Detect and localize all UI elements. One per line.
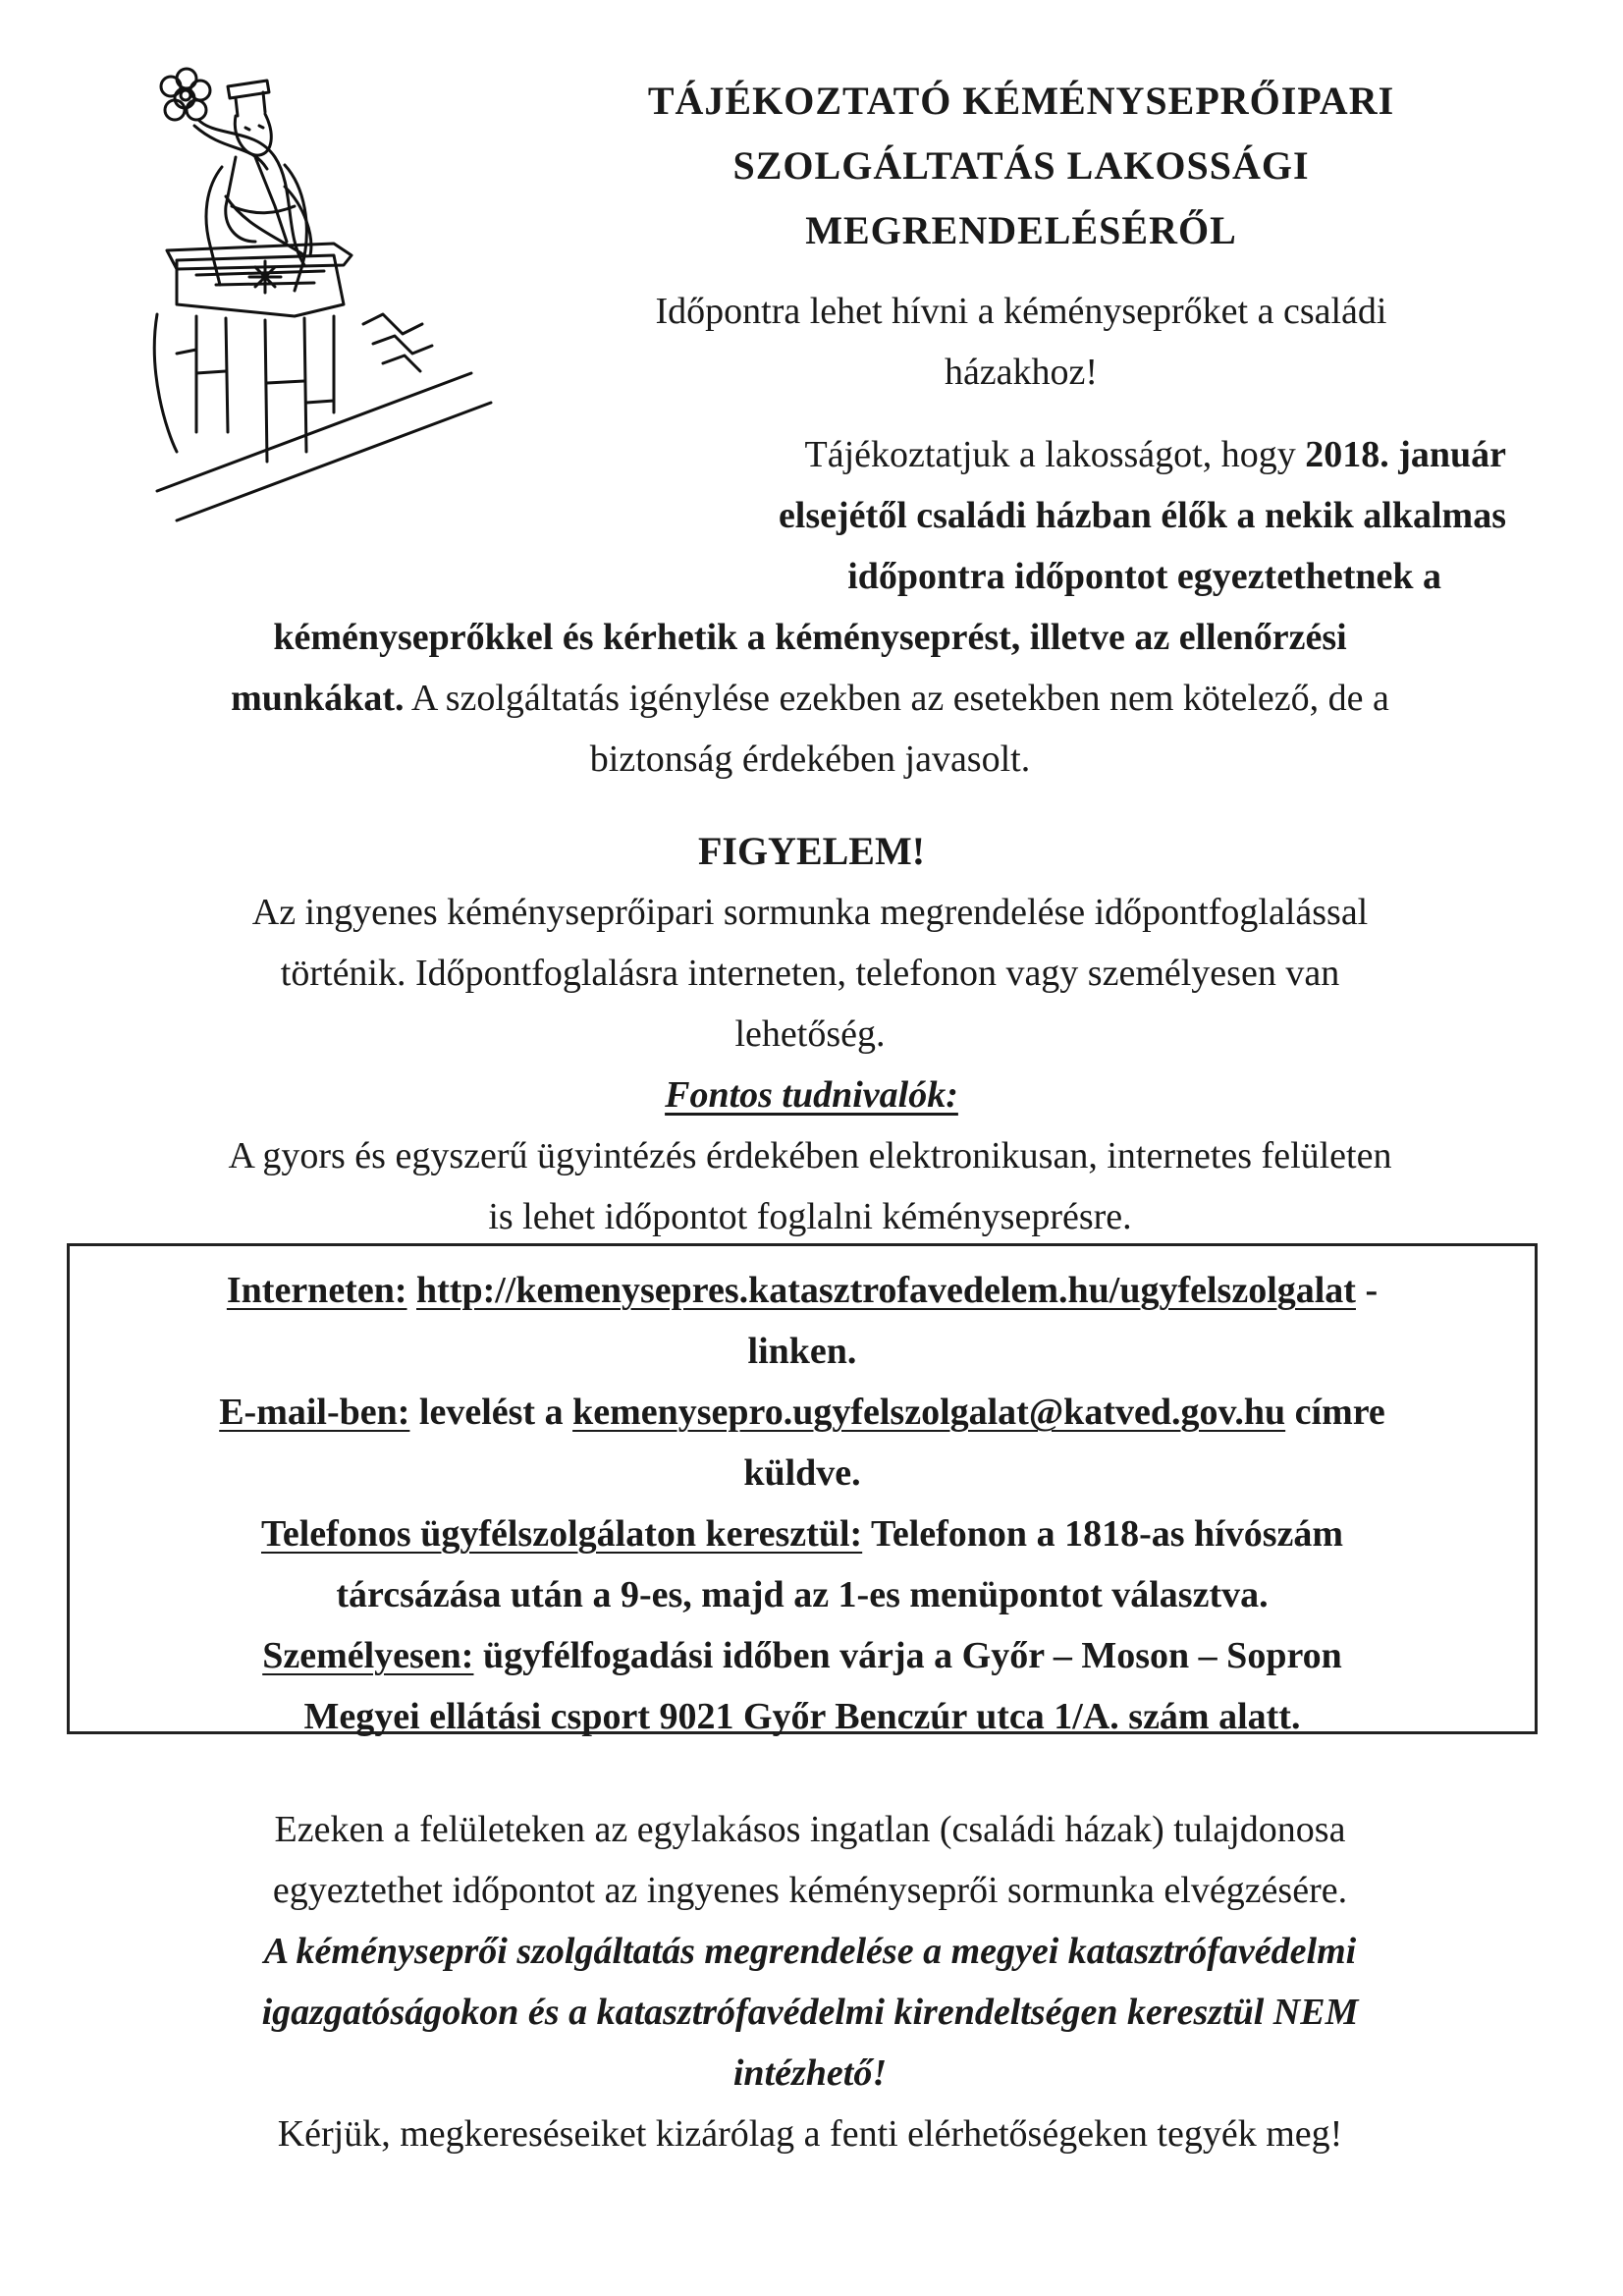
person-label: Személyesen:	[262, 1635, 474, 1676]
title-line-2: SZOLGÁLTATÁS LAKOSSÁGI	[732, 143, 1310, 188]
closing-line-3: A kéményseprői szolgáltatás megrendelése a megyei katasztrófavédelmi	[263, 1931, 1357, 1972]
internet-label: Interneten:	[226, 1270, 407, 1311]
notice-line-5: munkákat. A szolgáltatás igénylése ezekben az esetekben nem kötelező, de a	[231, 678, 1389, 719]
contact-email-line: E-mail-ben: levelést a kemenysepro.ugyfelszolgalat@katved.gov.hu címre	[219, 1392, 1385, 1433]
contact-internet-line-2: linken.	[747, 1331, 857, 1372]
contact-internet-line: Interneten: http://kemenysepres.katasztrofavedelem.hu/ugyfelszolgalat -	[226, 1270, 1379, 1311]
intro-line-2: házakhoz!	[944, 352, 1099, 393]
title-line-3: MEGRENDELÉSÉRŐL	[805, 208, 1237, 252]
phone-label: Telefonos ügyfélszolgálaton keresztül:	[260, 1513, 863, 1555]
attention-paragraph	[79, 882, 1542, 1065]
attention-heading: FIGYELEM!	[697, 829, 926, 873]
closing-line-2: egyeztethet időpontot az ingyenes kéményseprői sormunka elvégzésére.	[272, 1870, 1348, 1911]
important-line-1: A gyors és egyszerű ügyintézés érdekében elektronikusan, internetes felületen	[228, 1135, 1392, 1176]
contact-person-line-2: Megyei ellátási csport 9021 Győr Benczúr utca 1/A. szám alatt.	[303, 1696, 1301, 1737]
notice-line-1: Tájékoztatjuk a lakosságot, hogy 2018. január	[804, 434, 1506, 475]
intro-paragraph	[589, 281, 1453, 403]
closing-line-5: intézhető!	[732, 2052, 888, 2094]
document-title	[589, 69, 1453, 263]
title-line-1: TÁJÉKOZTATÓ KÉMÉNYSEPRŐIPARI	[647, 79, 1395, 123]
closing-paragraph	[79, 1799, 1542, 2164]
contact-phone-line: Telefonos ügyfélszolgálaton keresztül: Telefonon a 1818-as hívószám	[260, 1513, 1344, 1555]
email-link[interactable]: kemenysepro.ugyfelszolgalat@katved.gov.hu	[572, 1392, 1286, 1433]
attention-line-2: történik. Időpontfoglalásra interneten, telefonon vagy személyesen van	[280, 953, 1340, 994]
important-paragraph	[79, 1125, 1542, 1247]
intro-line-1: Időpontra lehet hívni a kéményseprőket a családi	[655, 291, 1387, 332]
notice-line-2: elsejétől családi házban élők a nekik alkalmas	[778, 495, 1506, 536]
closing-line-1: Ezeken a felületeken az egylakásos ingatlan (családi házak) tulajdonosa	[274, 1809, 1346, 1850]
contact-email-line-2: küldve.	[743, 1452, 861, 1494]
contact-phone-line-2: tárcsázása után a 9-es, majd az 1-es menüpontot választva.	[336, 1574, 1269, 1615]
closing-line-6: Kérjük, megkereséseiket kizárólag a fenti elérhetőségeken tegyék meg!	[277, 2113, 1343, 2155]
flower-icon	[161, 69, 210, 120]
important-line-2: is lehet időpontot foglalni kéményseprésre.	[488, 1196, 1132, 1237]
internet-link[interactable]: http://kemenysepres.katasztrofavedelem.hu/ugyfelszolgalat	[416, 1270, 1356, 1311]
notice-paragraph	[79, 424, 1542, 790]
notice-line-6: biztonság érdekében javasolt.	[589, 738, 1031, 780]
closing-line-4: igazgatóságokon és a katasztrófavédelmi kirendeltségen keresztül NEM	[261, 1992, 1359, 2033]
attention-line-3: lehetőség.	[734, 1013, 886, 1055]
email-label: E-mail-ben:	[219, 1392, 410, 1433]
notice-line-3: időpontra időpontot egyeztethetnek a	[847, 556, 1441, 597]
important-heading: Fontos tudnivalók:	[665, 1074, 958, 1116]
notice-line-4: kéményseprőkkel és kérhetik a kéményseprést, illetve az ellenőrzési	[273, 617, 1347, 658]
attention-line-1: Az ingyenes kéményseprőipari sormunka megrendelése időpontfoglalással	[251, 892, 1369, 933]
contact-person-line: Személyesen: ügyfélfogadási időben várja a Győr – Moson – Sopron	[262, 1635, 1342, 1676]
contact-box	[67, 1243, 1538, 1737]
